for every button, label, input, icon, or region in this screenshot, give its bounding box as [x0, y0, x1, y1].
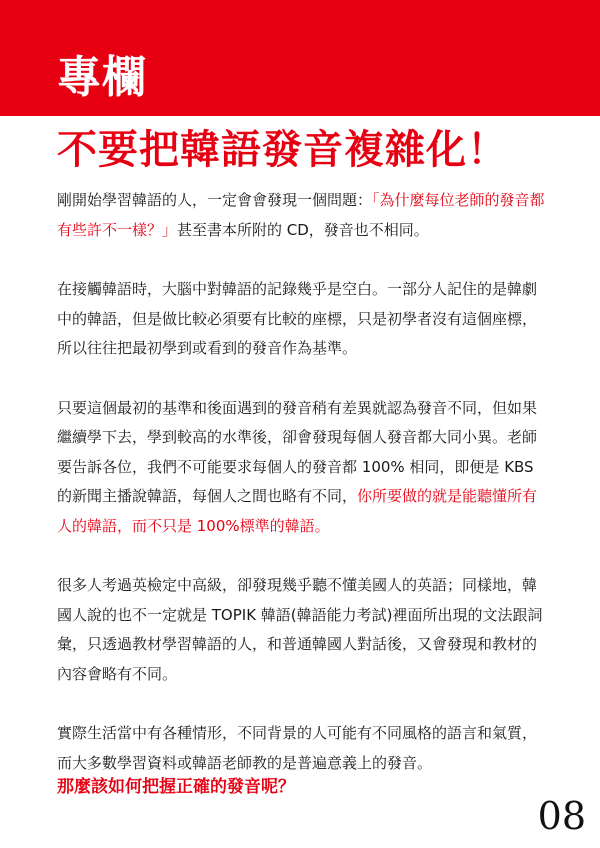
page-number: 08 — [537, 794, 586, 838]
paragraph-1 — [57, 186, 547, 245]
paragraph-5: 實際生活當中有各種情形，不同背景的人可能有不同風格的語言和氣質，而大多數學習資料或韓語老師教的是普遍意義上的發音。 — [57, 724, 538, 772]
paragraph-1-highlight: 「為什麼每位老師的發音都有些許不一樣？」 — [57, 191, 545, 239]
article-headline: 不要把韓語發音複雜化！ — [57, 126, 508, 173]
section-subheading: 那麼該如何把握正確的發音呢？ — [57, 777, 295, 797]
article-body — [57, 186, 547, 808]
paragraph-4: 很多人考過英檢定中高級，卻發現幾乎聽不懂美國人的英語；同樣地，韓國人說的也不一定就是 TOPIK 韓語(韓語能力考試)裡面所出現的文法跟詞彙，只透過教材學習韓語的人，和普通韓國人對話後，又會發現和教材的內容會略有不同。 — [57, 576, 543, 683]
paragraph-3-highlight: 你所要做的就是能聽懂所有人的韓語，而不只是 100%標準的韓語。 — [57, 487, 538, 535]
paragraph-2: 在接觸韓語時，大腦中對韓語的記錄幾乎是空白。一部分人記住的是韓劇中的韓語，但是做比較必須要有比較的座標，只是初學者沒有這個座標，所以往往把最初學到或看到的發音作為基準。 — [57, 280, 538, 357]
paragraph-1-text: 剛開始學習韓語的人，一定會會發現一個問題： — [57, 191, 373, 209]
column-label: 專欄 — [57, 52, 147, 103]
header-banner — [0, 0, 600, 116]
paragraph-3-text: 只要這個最初的基準和後面遇到的發音稍有差異就認為發音不同，但如果繼續學下去，學到較高的水準後，卻會發現每個人發音都大同小異。老師要告訴各位，我們不可能要求每個人的發音都 100% 相同，即便是 KBS 的新聞主播說韓語，每個人之間也略有不同， — [57, 398, 538, 505]
paragraph-1-text-end: 甚至書本所附的 CD，發音也不相同。 — [177, 220, 429, 239]
paragraph-3 — [57, 394, 547, 542]
